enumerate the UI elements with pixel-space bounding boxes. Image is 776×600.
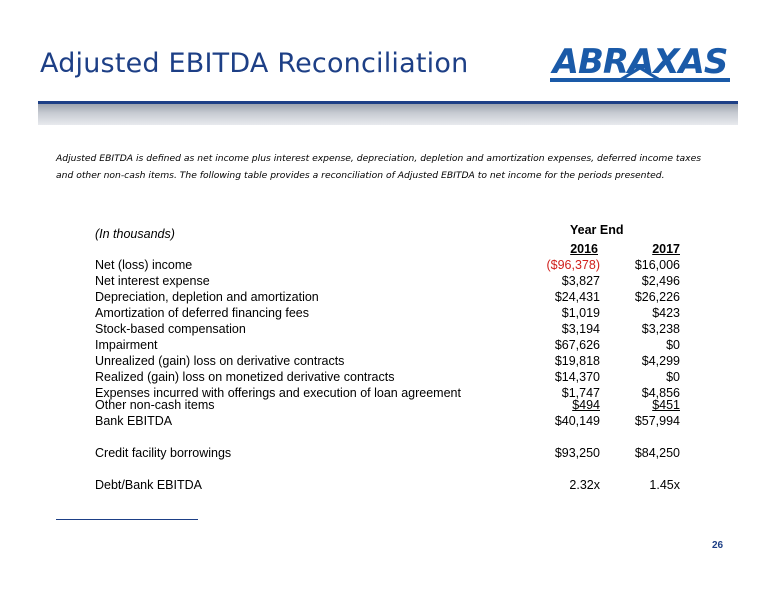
row-label: Other non-cash items [95,398,215,412]
table-row [0,338,776,354]
row-label: Depreciation, depletion and amortization [95,290,319,304]
row-label: Bank EBITDA [95,414,173,428]
table-row [0,290,776,306]
value-2017: $4,856 [641,386,680,400]
row-label: Net (loss) income [95,258,193,272]
table-row [0,446,776,462]
value-2016: $14,370 [554,370,600,384]
table-row [0,414,776,430]
row-label: Expenses incurred with offerings and execution of loan agreement [95,386,461,400]
value-2017: $3,238 [641,322,680,336]
value-2017: $84,250 [634,446,680,460]
value-2017: $16,006 [634,258,680,272]
value-2017: 1.45x [649,478,680,492]
units-label: (In thousands) [95,227,175,241]
value-2017: $4,299 [641,354,680,368]
value-2016: $19,818 [554,354,600,368]
value-2017: $2,496 [641,274,680,288]
header-band [38,101,738,125]
value-2016: $3,194 [561,322,600,336]
page-title: Adjusted EBITDA Reconciliation [40,48,469,79]
column-header-2017: 2017 [652,242,680,256]
row-label: Impairment [95,338,158,352]
value-2016: $1,747 [561,386,600,400]
table-row [0,258,776,274]
value-2016: $494 [572,398,600,412]
row-label: Amortization of deferred financing fees [95,306,310,320]
table-row [0,354,776,370]
value-2016: $40,149 [554,414,600,428]
company-logo [550,40,730,90]
value-2017: $0 [666,338,680,352]
row-label: Debt/Bank EBITDA [95,478,202,492]
header-band-edge [38,101,738,104]
table-row [0,322,776,338]
table-row [0,398,776,414]
row-label: Net interest expense [95,274,210,288]
value-2016: $24,431 [554,290,600,304]
table-row [0,370,776,386]
row-label: Stock-based compensation [95,322,246,336]
row-label: Credit facility borrowings [95,446,232,460]
row-label: Realized (gain) loss on monetized derivative contracts [95,370,395,384]
table-row [0,306,776,322]
footnote-divider [56,519,198,520]
page-number: 26 [712,540,724,551]
logo-text: ABRAXAS [552,42,728,82]
value-2016: $93,250 [554,446,600,460]
value-2017: $57,994 [634,414,680,428]
value-2016: $67,626 [554,338,600,352]
value-2017: $423 [652,306,680,320]
period-header: Year End [570,223,624,237]
column-header-2016: 2016 [570,242,598,256]
table-row [0,274,776,290]
value-2017: $26,226 [634,290,680,304]
value-2017: $0 [666,370,680,384]
value-2016: $3,827 [561,274,600,288]
table-row [0,478,776,494]
value-2016: ($96,378) [546,258,600,272]
ebitda-definition: Adjusted EBITDA is defined as net income plus interest expense, depreciation, depletion and amortization expenses, deferred income taxes and other non-cash items. The following table provides a reconciliation of Adjusted EBITDA to net income for the periods presented. [56,153,702,181]
row-label: Unrealized (gain) loss on derivative contracts [95,354,345,368]
value-2016: $1,019 [561,306,600,320]
value-2017: $451 [652,398,680,412]
value-2016: 2.32x [569,478,600,492]
